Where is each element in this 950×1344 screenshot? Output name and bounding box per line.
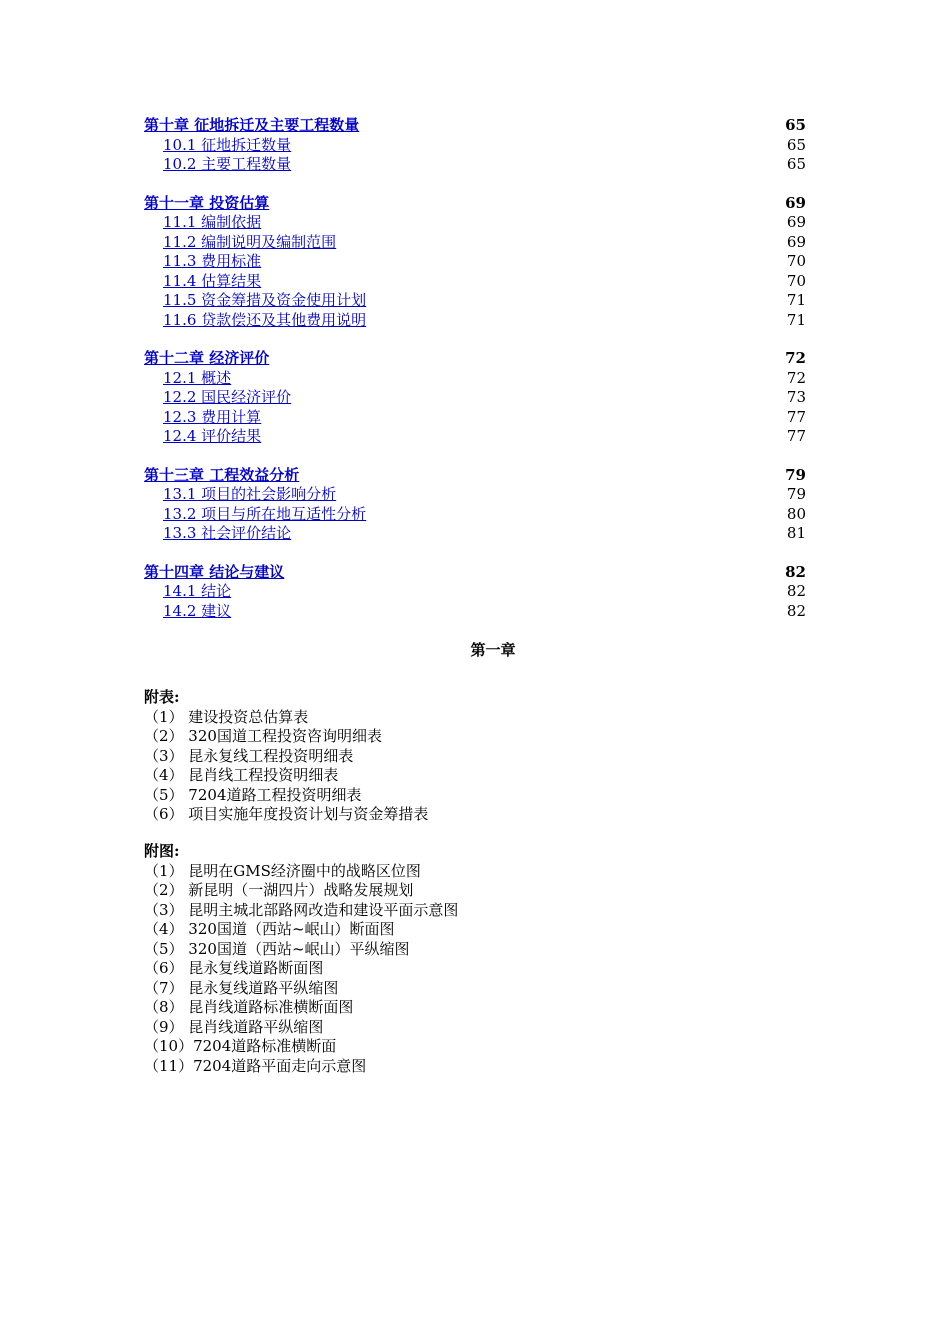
toc-chapter-link[interactable]: 第十一章 投资估算: [144, 193, 270, 212]
toc-chapter-row: [144, 466, 806, 486]
appendix-table-item: （5） 7204道路工程投资明细表: [144, 785, 362, 804]
toc-section-link[interactable]: 11.5 资金筹措及资金使用计划: [163, 291, 367, 309]
toc-section-row: [144, 602, 806, 622]
toc-section-link[interactable]: 12.4 评价结果: [163, 427, 262, 445]
toc-chapter-13: [144, 466, 806, 544]
toc-section-link[interactable]: 12.1 概述: [163, 368, 232, 387]
toc-section-row: [144, 408, 806, 428]
toc-section-link[interactable]: 14.1 结论: [163, 582, 232, 600]
appendix-figure-item: （3） 昆明主城北部路网改造和建设平面示意图: [144, 900, 459, 919]
toc-page-number: 65: [786, 135, 806, 154]
toc-section-row: [144, 136, 806, 156]
toc-chapter-12: [144, 349, 806, 447]
appendix-table-item: （6） 项目实施年度投资计划与资金筹措表: [144, 805, 429, 823]
toc-page-number: 71: [786, 291, 806, 309]
toc-page-number: 69: [785, 193, 806, 212]
toc-section-row: [144, 582, 806, 602]
toc-section-row: [144, 369, 806, 389]
chapter-heading: 第一章: [470, 641, 516, 659]
toc-chapter-link[interactable]: 第十四章 结论与建议: [144, 562, 285, 581]
toc-chapter-11: [144, 194, 806, 331]
toc-section-row: [144, 291, 806, 311]
appendix-figure-item: （10）7204道路标准横断面: [144, 1037, 337, 1055]
toc-section-link[interactable]: 13.1 项目的社会影响分析: [163, 485, 337, 503]
toc-section-link[interactable]: 12.2 国民经济评价: [163, 388, 292, 406]
toc-page-number: 69: [786, 232, 806, 251]
toc-section-link[interactable]: 12.3 费用计算: [163, 407, 262, 426]
toc-section-row: [144, 427, 806, 447]
toc-page-number: 82: [786, 582, 806, 600]
toc-page-number: 71: [786, 310, 806, 329]
toc-page-number: 65: [786, 155, 806, 173]
toc-chapter-14: [144, 563, 806, 622]
table-of-contents: [144, 116, 806, 640]
appendix-table-item: （2） 320国道工程投资咨询明细表: [144, 727, 382, 745]
toc-page-number: 72: [785, 349, 806, 367]
toc-page-number: 70: [786, 252, 806, 270]
toc-chapter-10: [144, 116, 806, 175]
toc-section-row: [144, 252, 806, 272]
toc-chapter-row: [144, 116, 806, 136]
toc-section-row: [144, 505, 806, 525]
toc-page-number: 65: [785, 116, 806, 134]
toc-section-link[interactable]: 11.2 编制说明及编制范围: [163, 232, 337, 251]
toc-page-number: 72: [786, 368, 806, 387]
toc-page-number: 73: [786, 388, 806, 406]
toc-chapter-row: [144, 563, 806, 583]
toc-chapter-row: [144, 194, 806, 214]
toc-section-link[interactable]: 13.3 社会评价结论: [163, 524, 292, 542]
toc-page-number: 82: [785, 562, 806, 581]
appendix-figure-item: （8） 昆肖线道路标准横断面图: [144, 998, 354, 1016]
appendix-figure-item: （5） 320国道（西站~岷山）平纵缩图: [144, 939, 410, 958]
toc-chapter-link[interactable]: 第十二章 经济评价: [144, 349, 270, 367]
toc-page-number: 69: [786, 213, 806, 231]
appendix-figure-item: （6） 昆永复线道路断面图: [144, 959, 324, 977]
toc-page-number: 77: [786, 427, 806, 445]
toc-page-number: 82: [786, 601, 806, 620]
appendix-table-item: （4） 昆肖线工程投资明细表: [144, 766, 339, 784]
toc-section-link[interactable]: 11.1 编制依据: [163, 213, 262, 231]
toc-section-link[interactable]: 13.2 项目与所在地互适性分析: [163, 504, 367, 523]
toc-page-number: 77: [786, 407, 806, 426]
toc-section-link[interactable]: 11.4 估算结果: [163, 271, 262, 290]
toc-section-link[interactable]: 11.6 贷款偿还及其他费用说明: [163, 310, 367, 329]
appendix-figures: [144, 842, 806, 1076]
appendix-figure-item: （1） 昆明在GMS经济圈中的战略区位图: [144, 861, 421, 880]
toc-chapter-link[interactable]: 第十三章 工程效益分析: [144, 465, 300, 484]
toc-section-row: [144, 213, 806, 233]
toc-section-link[interactable]: 11.3 费用标准: [163, 252, 262, 270]
appendix-figure-item: （2） 新昆明（一湖四片）战略发展规划: [144, 881, 414, 899]
toc-section-row: [144, 524, 806, 544]
appendix-figures-title: 附图:: [144, 842, 180, 860]
toc-page-number: 70: [786, 271, 806, 290]
toc-page-number: 79: [785, 465, 806, 484]
appendix-table-item: （3） 昆永复线工程投资明细表: [144, 746, 354, 765]
toc-section-row: [144, 272, 806, 292]
toc-section-link[interactable]: 10.1 征地拆迁数量: [163, 135, 292, 154]
appendix-tables-title: 附表:: [144, 688, 180, 706]
appendix-figure-item: （4） 320国道（西站~岷山）断面图: [144, 920, 395, 938]
toc-section-row: [144, 485, 806, 505]
appendix-table-item: （1） 建设投资总估算表: [144, 707, 309, 726]
appendix-figure-item: （9） 昆肖线道路平纵缩图: [144, 1017, 324, 1036]
toc-section-link[interactable]: 10.2 主要工程数量: [163, 155, 292, 173]
toc-section-row: [144, 233, 806, 253]
appendix-figure-item: （11）7204道路平面走向示意图: [144, 1056, 367, 1075]
toc-section-row: [144, 388, 806, 408]
toc-chapter-row: [144, 349, 806, 369]
toc-page-number: 79: [786, 485, 806, 503]
toc-section-row: [144, 155, 806, 175]
toc-section-row: [144, 311, 806, 331]
toc-chapter-link[interactable]: 第十章 征地拆迁及主要工程数量: [144, 116, 360, 134]
toc-page-number: 81: [786, 524, 806, 542]
toc-section-link[interactable]: 14.2 建议: [163, 601, 232, 620]
appendix-tables: [144, 688, 806, 825]
appendix-figure-item: （7） 昆永复线道路平纵缩图: [144, 978, 339, 997]
toc-page-number: 80: [786, 504, 806, 523]
